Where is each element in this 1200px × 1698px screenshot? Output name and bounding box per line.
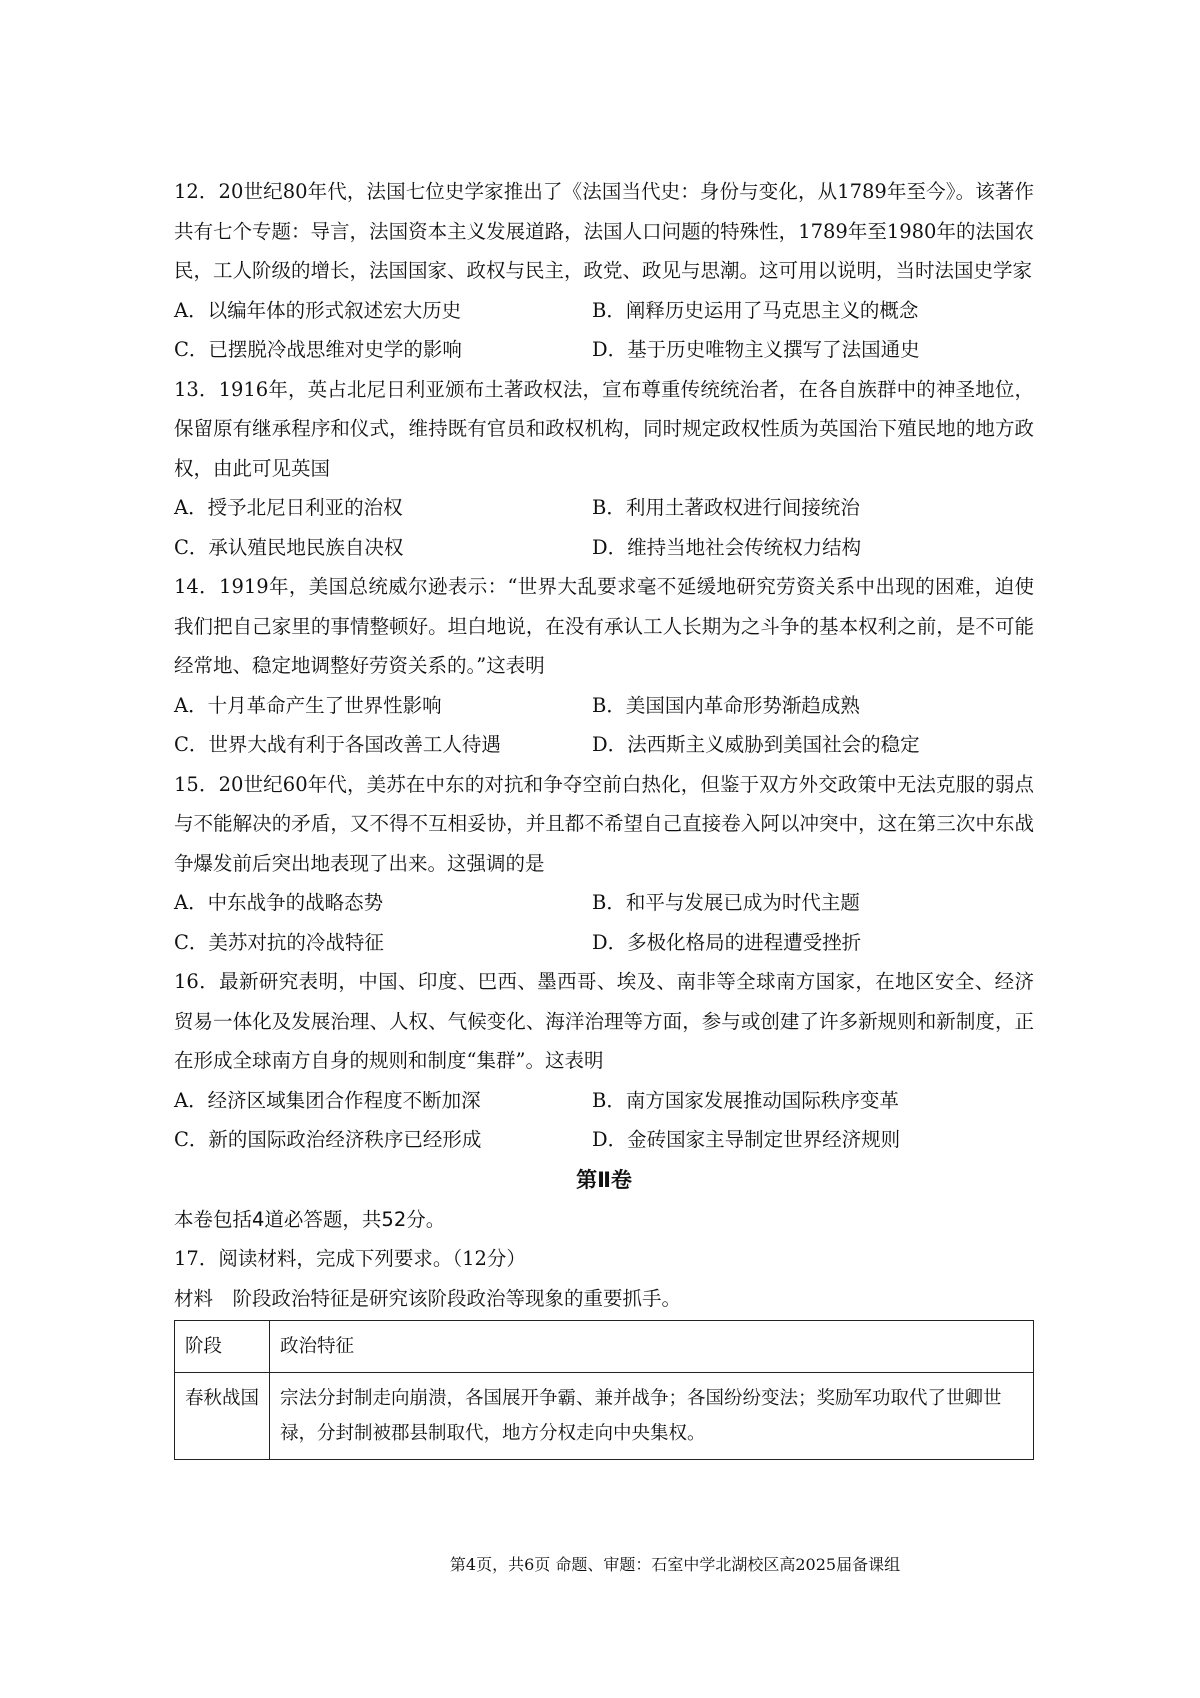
option-list [174, 1081, 1034, 1160]
table-header-row [175, 1321, 1034, 1373]
exam-page [174, 172, 1034, 1460]
question-12 [174, 172, 1034, 370]
option-d: D．金砖国家主导制定世界经济规则 [592, 1128, 901, 1151]
table-cell-feature: 宗法分封制走向崩溃，各国展开争霸、兼并战争；各国纷纷变法；奖励军功取代了世卿世禄，分封制被郡县制取代，地方分权走向中央集权。 [270, 1373, 1034, 1460]
option-a: A．中东战争的战略态势 [174, 891, 384, 914]
option-list [174, 488, 1034, 567]
question-stem: 16．最新研究表明，中国、印度、巴西、墨西哥、埃及、南非等全球南方国家，在地区安全、经济贸易一体化及发展治理、人权、气候变化、海洋治理等方面，参与或创建了许多新规则和新制度，正在形成全球南方自身的规则和制度“集群”。这表明 [174, 970, 1034, 1072]
option-b: B．南方国家发展推动国际秩序变革 [592, 1088, 899, 1112]
option-c: C．世界大战有利于各国改善工人待遇 [174, 733, 501, 756]
question-stem: 14．1919年，美国总统威尔逊表示：“世界大乱要求毫不延缓地研究劳资关系中出现的困难，迫使我们把自己家里的事情整顿好。坦白地说，在没有承认工人长期为之斗争的基本权利之前，是不可能经常地、稳定地调整好劳资关系的。”这表明 [174, 575, 1034, 677]
option-d: D．基于历史唯物主义撰写了法国通史 [592, 338, 920, 361]
option-b: B．利用土著政权进行间接统治 [592, 496, 860, 519]
section-intro: 本卷包括4道必答题，共52分。 [174, 1207, 446, 1231]
table-row [175, 1373, 1034, 1460]
question-stem: 12．20世纪80年代，法国七位史学家推出了《法国当代史：身份与变化，从1789年至今》。该著作共有七个专题：导言，法国资本主义发展道路，法国人口问题的特殊性，1789年至1980年的法国农民，工人阶级的增长，法国国家、政权与民主，政党、政见与思潮。这可用以说明，当时法国史学家 [174, 180, 1034, 282]
question-13 [174, 370, 1034, 568]
material-text: 材料 阶段政治特征是研究该阶段政治等现象的重要抓手。 [174, 1286, 682, 1310]
question-14 [174, 567, 1034, 765]
option-c: C．已摆脱冷战思维对史学的影响 [174, 338, 462, 361]
option-d: D．多极化格局的进程遭受挫折 [592, 930, 862, 954]
option-a: A．以编年体的形式叙述宏大历史 [174, 298, 462, 322]
option-c: C．美苏对抗的冷战特征 [174, 930, 384, 954]
question-16 [174, 962, 1034, 1160]
table-header-cell: 政治特征 [270, 1321, 1034, 1373]
question-17-heading: 17．阅读材料，完成下列要求。（12分） [174, 1247, 526, 1270]
question-stem: 15．20世纪60年代，美苏在中东的对抗和争夺空前白热化，但鉴于双方外交政策中无法克服的弱点与不能解决的矛盾，又不得不互相妥协，并且都不希望自己直接卷入阿以冲突中，这在第三次中东战争爆发前后突出地表现了出来。这强调的是 [174, 772, 1034, 875]
option-a: A．经济区域集团合作程度不断加深 [174, 1088, 481, 1112]
option-b: B．阐释历史运用了马克思主义的概念 [592, 298, 919, 322]
option-d: D．法西斯主义威胁到美国社会的稳定 [592, 733, 920, 756]
page-footer: 第4页，共6页 命题、审题：石室中学北湖校区高2025届备课组 [449, 1555, 901, 1574]
section-title: 第Ⅱ卷 [576, 1167, 632, 1192]
option-list [174, 883, 1034, 962]
option-a: A．十月革命产生了世界性影响 [174, 693, 442, 717]
option-b: B．和平与发展已成为时代主题 [592, 891, 860, 914]
question-15 [174, 765, 1034, 963]
table-cell-stage: 春秋战国 [175, 1373, 270, 1460]
option-list [174, 686, 1034, 765]
question-stem: 13．1916年，英占北尼日利亚颁布土著政权法，宣布尊重传统统治者，在各自族群中的神圣地位，保留原有继承程序和仪式，维持既有官员和政权机构，同时规定政权性质为英国治下殖民地的地方政权，由此可见英国 [174, 377, 1034, 480]
table-header-cell: 阶段 [175, 1321, 270, 1373]
option-list [174, 291, 1034, 370]
option-a: A．授予北尼日利亚的治权 [174, 496, 403, 519]
option-c: C．承认殖民地民族自决权 [174, 535, 404, 559]
stage-feature-table [174, 1320, 1034, 1460]
option-b: B．美国国内革命形势渐趋成熟 [592, 693, 860, 717]
option-d: D．维持当地社会传统权力结构 [592, 535, 862, 559]
option-c: C．新的国际政治经济秩序已经形成 [174, 1128, 482, 1151]
